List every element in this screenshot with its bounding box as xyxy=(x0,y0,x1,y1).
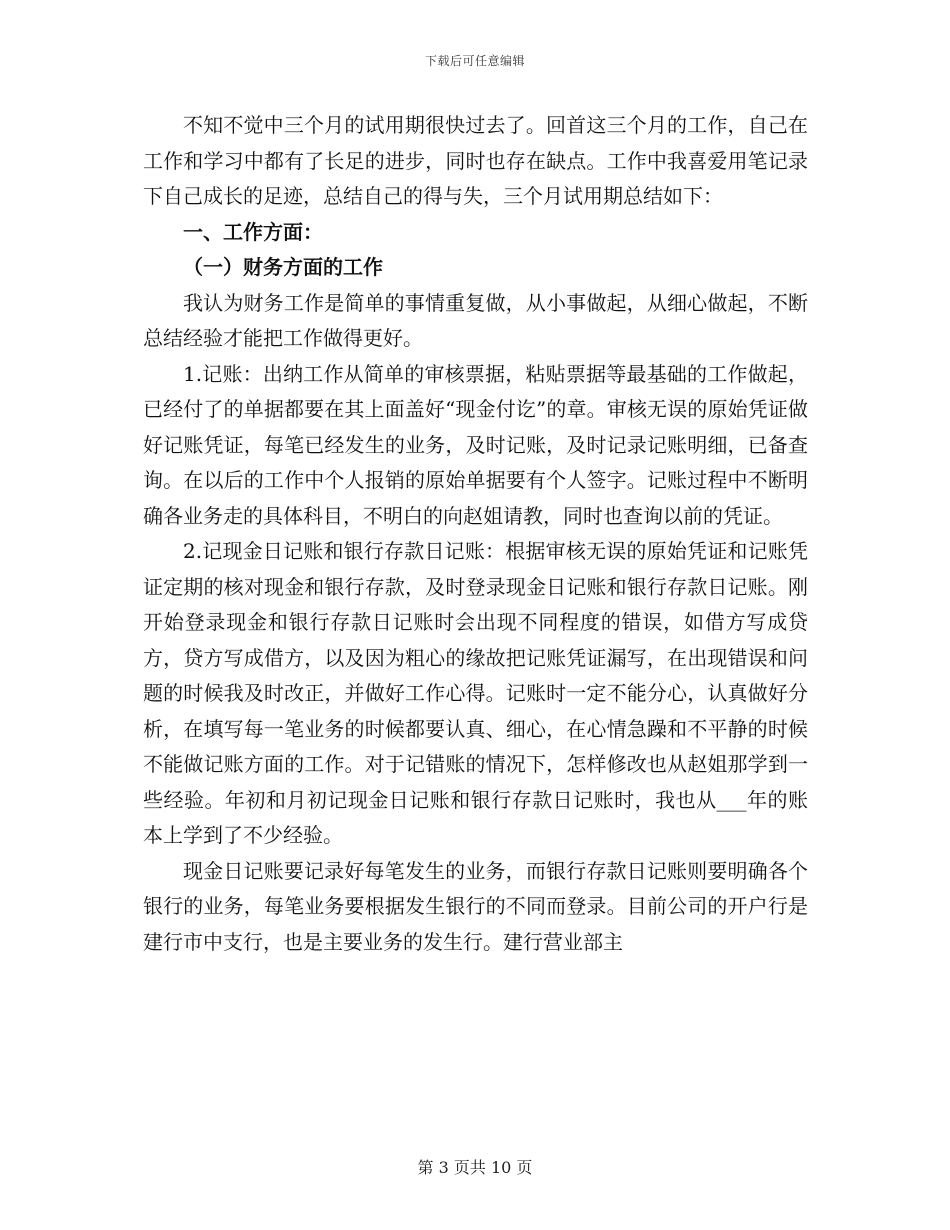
intro-paragraph: 不知不觉中三个月的试用期很快过去了。回首这三个月的工作，自己在工作和学习中都有了长足的进步，同时也存在缺点。工作中我喜爱用笔记录下自己成长的足迹，总结自己的得与失，三个月试用期总结如下： xyxy=(143,113,808,208)
page-header: 下载后可任意编辑 xyxy=(424,54,525,68)
document-body xyxy=(143,108,808,960)
paragraph-finance-work: 我认为财务工作是简单的事情重复做，从小事做起，从细心做起，不断总结经验才能把工作做得更好。 xyxy=(143,290,808,350)
paragraph-journal: 2.记现金日记账和银行存款日记账：根据审核无误的原始凭证和记账凭证定期的核对现金和银行存款，及时登录现金日记账和银行存款日记账。刚开始登录现金和银行存款日记账时会出现不同程度的错误，如借方写成贷方，贷方写成借方，以及因为粗心的缘故把记账凭证漏写，在出现错误和问题的时候我及时改正，并做好工作心得。记账时一定不能分心，认真做好分析，在填写每一笔业务的时候都要认真、细心，在心情急躁和不平静的时候不能做记账方面的工作。对于记错账的情况下，怎样修改也从赵姐那学到一些经验。年初和月初记现金日记账和银行存款日记账时，我也从___年的账本上学到了不少经验。 xyxy=(143,539,808,847)
subsection-heading: （一）财务方面的工作 xyxy=(183,255,383,279)
section-heading: 一、工作方面： xyxy=(183,219,323,244)
paragraph-cash-journal: 现金日记账要记录好每笔发生的业务，而银行存款日记账则要明确各个银行的业务，每笔业务要根据发生银行的不同而登录。目前公司的开户行是建行市中支行，也是主要业务的发生行。建行营业部主 xyxy=(143,858,808,954)
page-number: 第 3 页共 10 页 xyxy=(417,1158,533,1177)
paragraph-bookkeeping: 1.记账：出纳工作从简单的审核票据，粘贴票据等最基础的工作做起，已经付了的单据都要在其上面盖好“现金付讫”的章。审核无误的原始凭证做好记账凭证，每笔已经发生的业务，及时记账，及时记录记账明细，已备查询。在以后的工作中个人报销的原始单据要有个人签字。记账过程中不断明确各业务走的具体科目，不明白的向赵姐请教，同时也查询以前的凭证。 xyxy=(143,361,808,528)
